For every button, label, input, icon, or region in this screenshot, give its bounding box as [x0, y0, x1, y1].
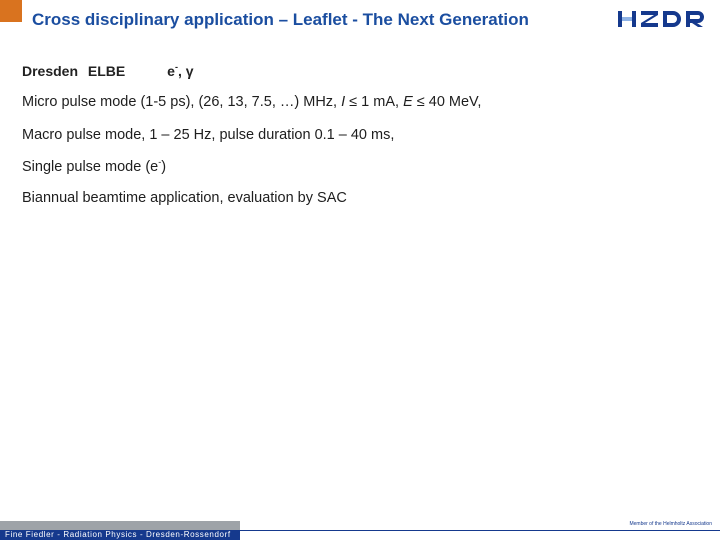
micro-pulse-var-e: E [403, 94, 413, 110]
micro-pulse-var-i: I [341, 94, 346, 110]
facility-row [22, 62, 194, 79]
particle-types [167, 62, 193, 79]
single-pulse-sup: - [158, 157, 162, 167]
footer-presenter: Fine Fiedler - Radiation Physics - Dresden-Rossendorf [5, 530, 231, 539]
facility-name: ELBE [87, 62, 126, 79]
micro-pulse-text-a: Micro pulse mode (1-5 ps), (26, 13, 7.5, …) MHz, [22, 94, 342, 110]
bullet-macro-pulse: Macro pulse mode, 1 – 25 Hz, pulse duration 0.1 – 40 ms, [22, 127, 395, 143]
micro-pulse-text-b: ≤ 1 mA, [345, 94, 404, 110]
micro-pulse-text-c: ≤ 40 MeV, [412, 94, 482, 110]
footer-helmholtz-membership: Member of the Helmholtz Association [629, 521, 712, 527]
particle-gamma: , γ [177, 62, 194, 79]
footer-grey-stripe [0, 521, 240, 530]
bullet-beamtime: Biannual beamtime application, evaluation by SAC [22, 190, 347, 206]
bullet-single-pulse [22, 157, 166, 175]
slide-title: Cross disciplinary application – Leaflet - The Next Generation [32, 10, 529, 29]
particle-electron: e [167, 62, 175, 79]
hzdr-logo [616, 7, 709, 31]
single-pulse-text-a: Single pulse mode (e [22, 158, 159, 175]
particle-electron-charge: - [174, 62, 178, 72]
title-accent-square [0, 0, 22, 22]
bullet-micro-pulse [22, 94, 481, 110]
single-pulse-text-b: ) [161, 158, 167, 175]
facility-city: Dresden [22, 62, 79, 79]
footer-rule [240, 530, 720, 531]
